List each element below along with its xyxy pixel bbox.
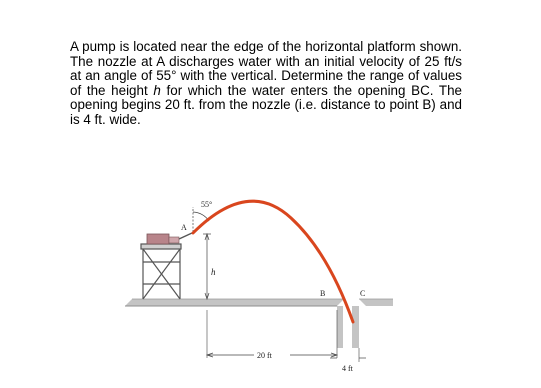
scissor-lift bbox=[141, 244, 181, 299]
height-label: h bbox=[211, 267, 216, 277]
point-a-label: A bbox=[181, 223, 187, 232]
width-label: 4 ft bbox=[342, 364, 353, 373]
pump bbox=[147, 233, 192, 244]
height-symbol: h bbox=[153, 82, 161, 98]
lower-platform bbox=[125, 299, 344, 306]
opening-right-wall bbox=[352, 299, 393, 348]
opening-left-wall bbox=[337, 306, 343, 348]
problem-text-part-2: for which the water enters the opening BC. The opening begins 20 ft. from the nozzle (i.e. distance to point B) and is 4 ft. wide. bbox=[70, 82, 462, 127]
angle-label: 55° bbox=[201, 200, 213, 209]
problem-text-part-1: A pump is located near the edge of the horizontal platform shown. The nozzle at A discharges water with an initial velocity of 25 ft/s at an angle of 55° with the vertical. Determine the range of values of the height bbox=[70, 39, 462, 98]
point-b-label: B bbox=[320, 289, 326, 298]
distance-dimension bbox=[207, 310, 337, 358]
height-dimension bbox=[203, 234, 211, 299]
distance-label: 20 ft bbox=[257, 351, 272, 360]
point-c-label: C bbox=[360, 289, 366, 298]
